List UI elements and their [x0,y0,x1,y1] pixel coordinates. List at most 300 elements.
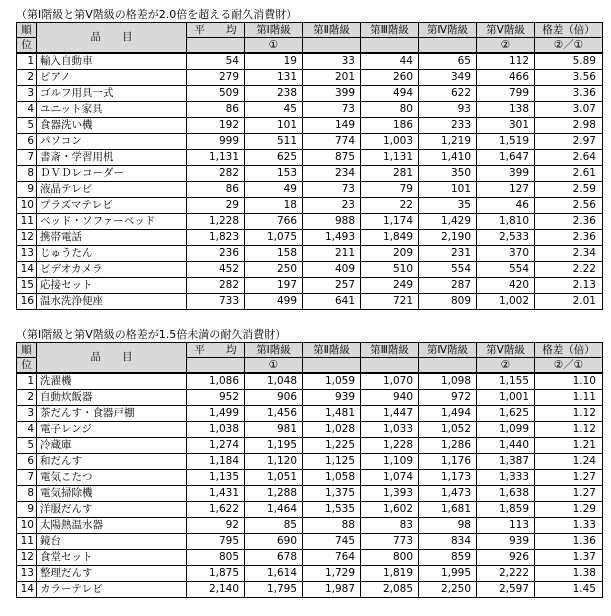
table-row [17,581,603,597]
table-row [17,453,603,469]
row-quintile-5: 1,001 [477,389,535,405]
row-item-name: 電気掃除機 [37,485,187,501]
row-quintile-4: 287 [419,277,477,293]
row-quintile-3: 1,109 [361,453,419,469]
row-quintile-5: 1,333 [477,469,535,485]
row-quintile-5: 46 [477,197,535,213]
row-rank: 12 [17,549,37,565]
row-quintile-1: 101 [245,117,303,133]
row-average: 282 [187,277,245,293]
row-ratio: 1.27 [535,469,603,485]
row-average: 999 [187,133,245,149]
row-rank: 10 [17,517,37,533]
row-quintile-4: 1,176 [419,453,477,469]
row-ratio: 3.36 [535,85,603,101]
row-average: 1,622 [187,501,245,517]
row-quintile-3: 22 [361,197,419,213]
row-rank: 1 [17,373,37,390]
header-quintile-2: 第Ⅱ階級 [303,343,361,358]
row-quintile-3: 1,131 [361,149,419,165]
table-row [17,517,603,533]
row-quintile-2: 88 [303,517,361,533]
row-quintile-3: 510 [361,261,419,277]
row-rank: 9 [17,181,37,197]
row-rank: 9 [17,501,37,517]
table1-caption: （第Ⅰ階級と第Ⅴ階級の格差が2.0倍を超える耐久消費財） [16,8,298,21]
row-item-name: ビデオカメラ [37,261,187,277]
row-ratio: 3.56 [535,69,603,85]
row-quintile-3: 1,174 [361,213,419,229]
row-quintile-4: 1,681 [419,501,477,517]
table-row [17,501,603,517]
row-quintile-2: 1,987 [303,581,361,597]
table-row [17,149,603,165]
row-rank: 7 [17,469,37,485]
header-quintile-5: 第Ⅴ階級 [477,343,535,358]
row-item-name: 輸入自動車 [37,53,187,70]
row-quintile-1: 1,075 [245,229,303,245]
row-quintile-1: 18 [245,197,303,213]
row-quintile-4: 1,995 [419,565,477,581]
row-quintile-5: 301 [477,117,535,133]
row-item-name: パソコン [37,133,187,149]
row-quintile-4: 1,410 [419,149,477,165]
row-ratio: 2.01 [535,293,603,309]
row-quintile-3: 1,228 [361,437,419,453]
row-quintile-3: 940 [361,389,419,405]
row-quintile-2: 211 [303,245,361,261]
row-quintile-1: 1,614 [245,565,303,581]
row-average: 952 [187,389,245,405]
row-quintile-1: 906 [245,389,303,405]
row-rank: 11 [17,213,37,229]
table-row [17,245,603,261]
row-quintile-2: 1,028 [303,421,361,437]
row-quintile-2: 234 [303,165,361,181]
row-quintile-4: 1,473 [419,485,477,501]
row-rank: 1 [17,53,37,70]
row-quintile-1: 1,051 [245,469,303,485]
row-average: 86 [187,101,245,117]
header-rank-top: 順 [17,343,37,358]
header-quintile-1: 第Ⅰ階級 [245,343,303,358]
row-quintile-5: 2,222 [477,565,535,581]
row-quintile-1: 690 [245,533,303,549]
row-item-name: カラーテレビ [37,581,187,597]
row-quintile-1: 1,464 [245,501,303,517]
header-quintile-3-blank [361,358,419,373]
row-average: 733 [187,293,245,309]
row-quintile-2: 1,493 [303,229,361,245]
row-quintile-4: 2,250 [419,581,477,597]
row-item-name: 食器洗い機 [37,117,187,133]
row-quintile-4: 93 [419,101,477,117]
header-average: 平 均 [187,343,245,358]
row-ratio: 1.11 [535,389,603,405]
row-rank: 11 [17,533,37,549]
row-quintile-5: 2,597 [477,581,535,597]
header-ratio-formula: ②／① [535,38,603,53]
row-item-name: ユニット家具 [37,101,187,117]
row-average: 282 [187,165,245,181]
table-row [17,101,603,117]
row-ratio: 1.37 [535,549,603,565]
row-average: 86 [187,181,245,197]
row-quintile-5: 926 [477,549,535,565]
row-quintile-1: 238 [245,85,303,101]
row-average: 509 [187,85,245,101]
row-item-name: 整理だんす [37,565,187,581]
header-quintile-4: 第Ⅳ階級 [419,343,477,358]
row-quintile-2: 1,375 [303,485,361,501]
row-average: 1,875 [187,565,245,581]
row-rank: 13 [17,565,37,581]
row-quintile-5: 1,647 [477,149,535,165]
header-average-blank [187,38,245,53]
row-quintile-3: 249 [361,277,419,293]
row-quintile-3: 44 [361,53,419,70]
header-quintile-2-blank [303,38,361,53]
header-quintile-3-blank [361,38,419,53]
row-item-name: 電気こたつ [37,469,187,485]
row-average: 1,499 [187,405,245,421]
row-rank: 3 [17,85,37,101]
header-quintile-5-marker: ② [477,358,535,373]
row-quintile-2: 257 [303,277,361,293]
row-rank: 4 [17,421,37,437]
row-quintile-4: 1,219 [419,133,477,149]
row-item-name: 携帯電話 [37,229,187,245]
row-quintile-3: 773 [361,533,419,549]
row-quintile-3: 494 [361,85,419,101]
row-quintile-3: 209 [361,245,419,261]
row-quintile-4: 231 [419,245,477,261]
row-quintile-5: 939 [477,533,535,549]
row-item-name: 茶だんす・食器戸棚 [37,405,187,421]
row-quintile-1: 85 [245,517,303,533]
row-average: 2,140 [187,581,245,597]
table-row [17,213,603,229]
row-quintile-4: 35 [419,197,477,213]
row-ratio: 2.61 [535,165,603,181]
row-quintile-1: 511 [245,133,303,149]
row-rank: 4 [17,101,37,117]
row-ratio: 1.45 [535,581,603,597]
row-quintile-1: 197 [245,277,303,293]
row-quintile-4: 65 [419,53,477,70]
row-ratio: 1.33 [535,517,603,533]
row-quintile-3: 186 [361,117,419,133]
row-rank: 14 [17,581,37,597]
row-quintile-1: 1,120 [245,453,303,469]
row-quintile-5: 399 [477,165,535,181]
row-rank: 13 [17,245,37,261]
row-quintile-1: 250 [245,261,303,277]
row-item-name: プラズマテレビ [37,197,187,213]
row-quintile-4: 1,173 [419,469,477,485]
row-item-name: 書斎・学習用机 [37,149,187,165]
row-quintile-3: 1,602 [361,501,419,517]
table-row [17,549,603,565]
row-ratio: 5.89 [535,53,603,70]
header-ratio-formula: ②／① [535,358,603,373]
table-row [17,485,603,501]
row-quintile-2: 1,481 [303,405,361,421]
row-quintile-5: 113 [477,517,535,533]
header-quintile-2: 第Ⅱ階級 [303,23,361,38]
header-item: 品 目 [37,343,187,373]
row-quintile-1: 1,288 [245,485,303,501]
table-row [17,69,603,85]
row-item-name: 和だんす [37,453,187,469]
row-quintile-3: 1,074 [361,469,419,485]
row-quintile-2: 1,729 [303,565,361,581]
row-quintile-3: 79 [361,181,419,197]
row-quintile-5: 1,810 [477,213,535,229]
header-quintile-4-blank [419,38,477,53]
row-quintile-3: 260 [361,69,419,85]
row-ratio: 2.56 [535,197,603,213]
row-quintile-4: 972 [419,389,477,405]
row-average: 1,431 [187,485,245,501]
table-row [17,293,603,309]
row-quintile-5: 1,002 [477,293,535,309]
row-quintile-5: 1,625 [477,405,535,421]
row-quintile-3: 1,393 [361,485,419,501]
row-ratio: 1.29 [535,501,603,517]
row-ratio: 1.24 [535,453,603,469]
table-row [17,565,603,581]
row-ratio: 1.10 [535,373,603,390]
row-quintile-4: 1,098 [419,373,477,390]
row-ratio: 2.36 [535,229,603,245]
table-row [17,421,603,437]
header-quintile-1-marker: ① [245,38,303,53]
row-rank: 12 [17,229,37,245]
row-quintile-1: 766 [245,213,303,229]
row-quintile-3: 800 [361,549,419,565]
row-rank: 2 [17,69,37,85]
row-item-name: 電子レンジ [37,421,187,437]
row-quintile-3: 1,849 [361,229,419,245]
row-ratio: 1.27 [535,485,603,501]
row-average: 1,135 [187,469,245,485]
table-row [17,277,603,293]
row-quintile-5: 112 [477,53,535,70]
row-quintile-2: 1,125 [303,453,361,469]
header-quintile-4: 第Ⅳ階級 [419,23,477,38]
row-average: 279 [187,69,245,85]
row-rank: 5 [17,117,37,133]
row-average: 192 [187,117,245,133]
row-ratio: 2.22 [535,261,603,277]
row-rank: 7 [17,149,37,165]
row-quintile-2: 988 [303,213,361,229]
row-quintile-5: 1,387 [477,453,535,469]
row-item-name: 応接セット [37,277,187,293]
row-ratio: 1.36 [535,533,603,549]
row-quintile-3: 721 [361,293,419,309]
row-quintile-3: 1,819 [361,565,419,581]
row-quintile-3: 281 [361,165,419,181]
row-quintile-5: 1,519 [477,133,535,149]
table-row [17,405,603,421]
row-quintile-2: 939 [303,389,361,405]
row-item-name: 鏡台 [37,533,187,549]
row-quintile-4: 809 [419,293,477,309]
row-quintile-2: 1,059 [303,373,361,390]
header-quintile-1-marker: ① [245,358,303,373]
row-item-name: 洋服だんす [37,501,187,517]
row-average: 1,274 [187,437,245,453]
row-average: 805 [187,549,245,565]
row-ratio: 2.36 [535,213,603,229]
row-ratio: 1.12 [535,405,603,421]
table-row [17,85,603,101]
row-rank: 2 [17,389,37,405]
row-average: 92 [187,517,245,533]
row-rank: 6 [17,453,37,469]
row-quintile-1: 49 [245,181,303,197]
table-row [17,373,603,390]
table-row [17,181,603,197]
row-quintile-4: 622 [419,85,477,101]
row-item-name: 自動炊飯器 [37,389,187,405]
row-rank: 16 [17,293,37,309]
row-quintile-3: 1,070 [361,373,419,390]
table-row [17,469,603,485]
row-quintile-4: 2,190 [419,229,477,245]
row-rank: 14 [17,261,37,277]
row-quintile-2: 201 [303,69,361,85]
row-ratio: 1.21 [535,437,603,453]
row-quintile-1: 158 [245,245,303,261]
table1-section [16,8,602,310]
row-item-name: 液晶テレビ [37,181,187,197]
row-quintile-3: 80 [361,101,419,117]
header-quintile-3: 第Ⅲ階級 [361,23,419,38]
row-ratio: 2.97 [535,133,603,149]
row-quintile-4: 859 [419,549,477,565]
row-quintile-2: 399 [303,85,361,101]
row-average: 1,086 [187,373,245,390]
row-ratio: 1.38 [535,565,603,581]
header-quintile-2-blank [303,358,361,373]
header-average: 平 均 [187,23,245,38]
header-ratio: 格差（倍） [535,343,603,358]
row-rank: 15 [17,277,37,293]
row-quintile-1: 45 [245,101,303,117]
header-item: 品 目 [37,23,187,53]
row-quintile-5: 1,099 [477,421,535,437]
row-quintile-5: 370 [477,245,535,261]
row-quintile-4: 1,429 [419,213,477,229]
row-item-name: ピアノ [37,69,187,85]
row-quintile-4: 1,286 [419,437,477,453]
row-rank: 6 [17,133,37,149]
header-rank-bottom: 位 [17,38,37,53]
row-quintile-3: 83 [361,517,419,533]
row-average: 795 [187,533,245,549]
row-average: 1,131 [187,149,245,165]
row-item-name: 冷蔵庫 [37,437,187,453]
row-ratio: 2.59 [535,181,603,197]
row-quintile-1: 1,195 [245,437,303,453]
row-quintile-4: 1,494 [419,405,477,421]
table2-body [17,373,603,598]
row-quintile-2: 641 [303,293,361,309]
row-quintile-4: 1,052 [419,421,477,437]
row-quintile-1: 153 [245,165,303,181]
row-quintile-5: 1,440 [477,437,535,453]
row-quintile-4: 98 [419,517,477,533]
row-average: 1,184 [187,453,245,469]
row-quintile-3: 1,033 [361,421,419,437]
table1 [16,22,603,310]
table-row [17,133,603,149]
row-average: 1,228 [187,213,245,229]
row-quintile-1: 131 [245,69,303,85]
row-rank: 8 [17,165,37,181]
row-quintile-2: 1,058 [303,469,361,485]
row-quintile-2: 764 [303,549,361,565]
row-quintile-2: 745 [303,533,361,549]
header-quintile-4-blank [419,358,477,373]
row-ratio: 2.13 [535,277,603,293]
row-quintile-1: 499 [245,293,303,309]
row-ratio: 2.98 [535,117,603,133]
row-item-name: ＤＶＤレコーダー [37,165,187,181]
row-quintile-1: 1,456 [245,405,303,421]
row-item-name: 温水洗浄便座 [37,293,187,309]
table-row [17,261,603,277]
table-row [17,117,603,133]
row-item-name: じゅうたん [37,245,187,261]
row-quintile-2: 1,225 [303,437,361,453]
row-item-name: ゴルフ用具一式 [37,85,187,101]
row-quintile-2: 73 [303,101,361,117]
row-average: 54 [187,53,245,70]
row-quintile-1: 1,048 [245,373,303,390]
row-quintile-2: 1,535 [303,501,361,517]
header-ratio: 格差（倍） [535,23,603,38]
table2-caption: （第Ⅰ階級と第Ⅴ階級の格差が1.5倍未満の耐久消費財） [16,328,287,341]
row-quintile-2: 23 [303,197,361,213]
row-ratio: 2.64 [535,149,603,165]
header-rank-bottom: 位 [17,358,37,373]
row-average: 29 [187,197,245,213]
header-average-blank [187,358,245,373]
header-quintile-5: 第Ⅴ階級 [477,23,535,38]
row-quintile-5: 2,533 [477,229,535,245]
row-average: 1,823 [187,229,245,245]
row-quintile-2: 73 [303,181,361,197]
row-quintile-3: 1,003 [361,133,419,149]
row-quintile-5: 554 [477,261,535,277]
header-quintile-5-marker: ② [477,38,535,53]
row-quintile-1: 678 [245,549,303,565]
row-item-name: 洗濯機 [37,373,187,390]
row-quintile-1: 981 [245,421,303,437]
table-row [17,437,603,453]
row-quintile-5: 1,155 [477,373,535,390]
row-quintile-4: 233 [419,117,477,133]
table-row [17,53,603,70]
row-quintile-5: 799 [477,85,535,101]
row-quintile-2: 409 [303,261,361,277]
table-row [17,165,603,181]
table2 [16,342,603,598]
